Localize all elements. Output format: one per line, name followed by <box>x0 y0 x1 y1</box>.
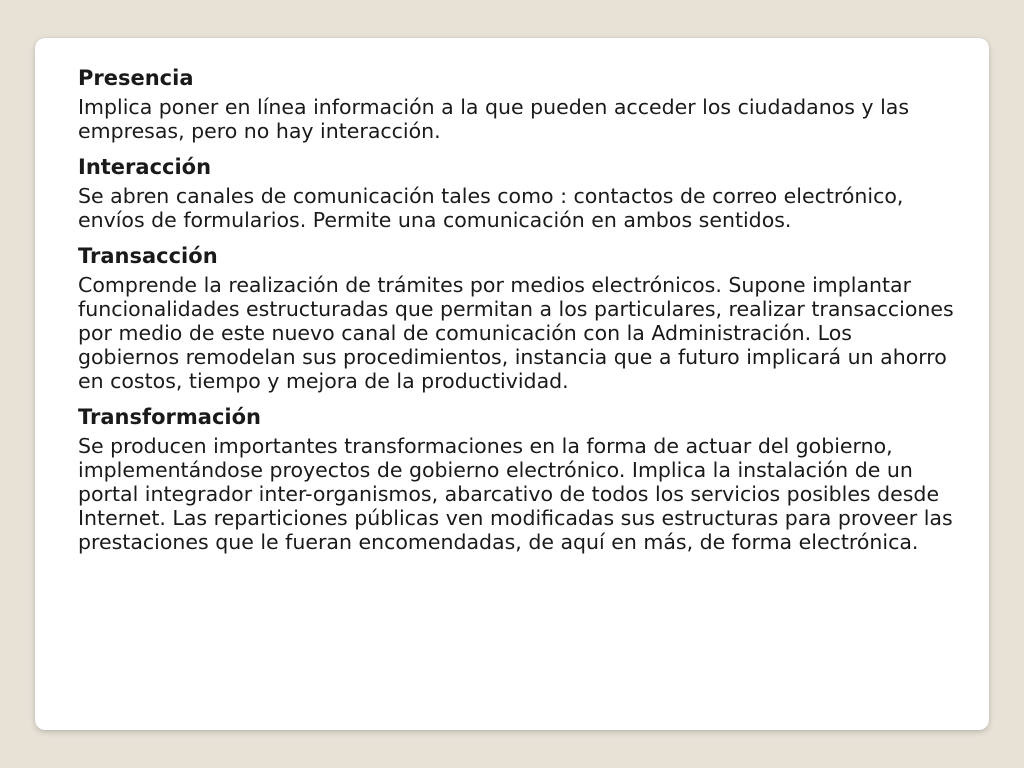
section-text: Comprende la realización de trámites por medios electrónicos. Supone implantar funcionalidades estructuradas que permitan a los particulares, realizar transacciones por medio de este nuevo canal de comunicación con la Administración. Los gobiernos remodelan sus procedimientos, instancia que a futuro implicará un ahorro en costos, tiempo y mejora de la productividad. <box>78 273 954 393</box>
section-heading: Transacción <box>78 244 218 268</box>
section-heading: Presencia <box>78 66 194 90</box>
content-card <box>35 38 989 730</box>
section-text: Implica poner en línea información a la que pueden acceder los ciudadanos y las empresas, pero no hay interacción. <box>78 95 910 143</box>
section-presencia <box>78 66 959 143</box>
section-transformacion <box>78 405 959 554</box>
section-interaccion <box>78 155 959 232</box>
section-text: Se producen importantes transformaciones en la forma de actuar del gobierno, implementándose proyectos de gobierno electrónico. Implica la instalación de un portal integrador inter-organismos, abarcativo de todos los servicios posibles desde Internet. Las reparticiones públicas ven modificadas sus estructuras para proveer las prestaciones que le fueran encomendadas, de aquí en más, de forma electrónica. <box>78 434 953 554</box>
section-heading: Interacción <box>78 155 212 179</box>
section-heading: Transformación <box>78 405 261 429</box>
section-text: Se abren canales de comunicación tales como : contactos de correo electrónico, envíos de formularios. Permite una comunicación en ambos sentidos. <box>78 184 904 232</box>
section-transaccion <box>78 244 959 393</box>
